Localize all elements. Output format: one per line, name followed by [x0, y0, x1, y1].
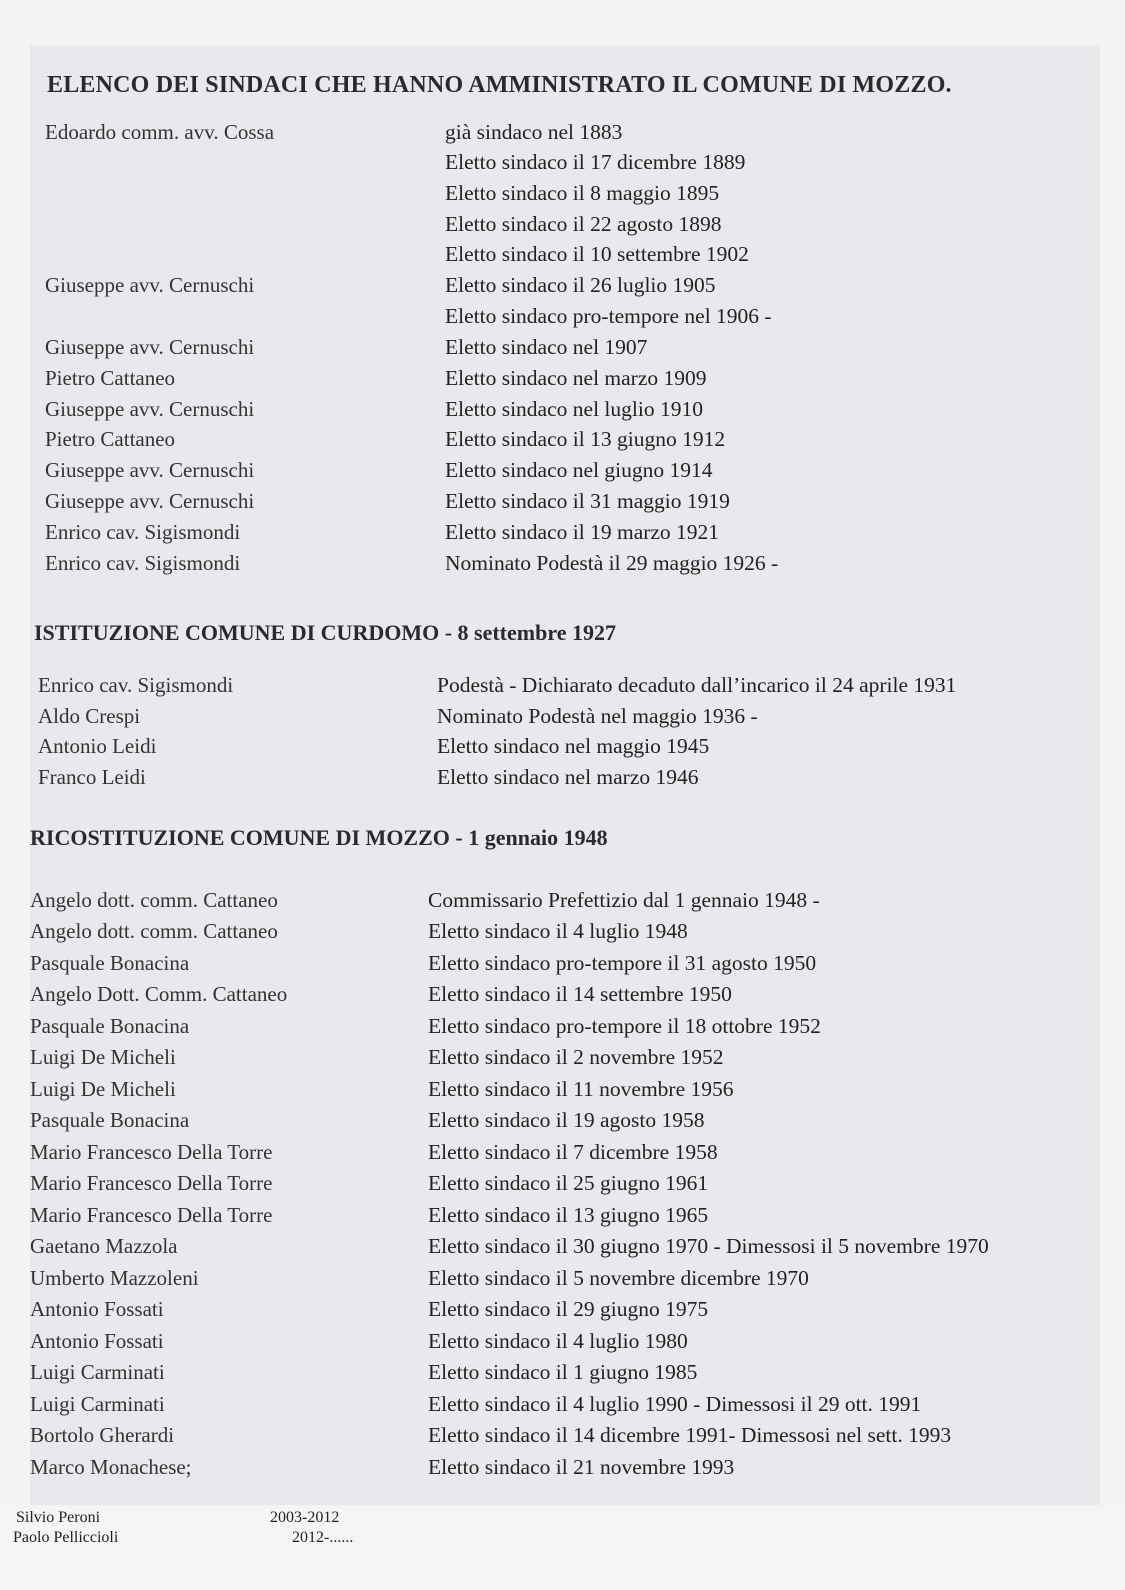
- mayor-row: [0, 397, 1125, 428]
- mayor-name: Franco Leidi: [38, 765, 146, 789]
- mayor-row: [0, 888, 1125, 919]
- mayor-row: [0, 242, 1125, 273]
- mayor-row: [0, 765, 1125, 796]
- mayor-row: [0, 120, 1125, 151]
- mayor-name: Pietro Cattaneo: [45, 366, 176, 390]
- mayor-name: Enrico cav. Sigismondi: [45, 520, 241, 544]
- mayor-name: Bortolo Gherardi: [30, 1423, 175, 1447]
- mayor-row: [0, 551, 1125, 582]
- mayor-name: Angelo dott. comm. Cattaneo: [30, 888, 278, 912]
- mayor-note: Nominato Podestà il 29 maggio 1926 -: [445, 551, 779, 575]
- footer-name: Silvio Peroni: [16, 1509, 101, 1526]
- mayor-note: Eletto sindaco il 2 novembre 1952: [428, 1045, 724, 1069]
- mayor-row: [0, 1014, 1125, 1045]
- mayor-note: Eletto sindaco il 13 giugno 1965: [428, 1203, 709, 1227]
- mayor-note: Eletto sindaco il 17 dicembre 1889: [445, 150, 746, 174]
- mayor-row: [0, 1140, 1125, 1171]
- mayor-row: [0, 1329, 1125, 1360]
- mayor-note: Eletto sindaco il 21 novembre 1993: [428, 1455, 735, 1479]
- mayor-name: Pietro Cattaneo: [45, 427, 176, 451]
- mayor-name: Antonio Fossati: [30, 1329, 164, 1353]
- mayor-name: Pasquale Bonacina: [30, 1108, 190, 1132]
- mayor-note: Eletto sindaco pro-tempore il 18 ottobre 1952: [428, 1014, 821, 1038]
- mayor-name: Aldo Crespi: [38, 704, 141, 728]
- section-heading-mozzo: RICOSTITUZIONE COMUNE DI MOZZO - 1 gennaio 1948: [30, 825, 608, 850]
- footer: [0, 1508, 1125, 1590]
- mayor-row: [0, 1360, 1125, 1391]
- mayor-row: [0, 520, 1125, 551]
- mayor-name: Luigi Carminati: [30, 1360, 165, 1384]
- mayor-row: [0, 982, 1125, 1013]
- footer-name: Paolo Pelliccioli: [13, 1529, 119, 1546]
- footer-period: 2003-2012: [270, 1509, 340, 1526]
- mayor-note: Eletto sindaco il 22 agosto 1898: [445, 212, 722, 236]
- mayor-row: [0, 1234, 1125, 1265]
- mayor-row: [0, 212, 1125, 243]
- mayor-note: Eletto sindaco il 30 giugno 1970 - Dimessosi il 5 novembre 1970: [428, 1234, 989, 1258]
- mayor-name: Angelo dott. comm. Cattaneo: [30, 919, 278, 943]
- mayor-name: Luigi De Micheli: [30, 1077, 176, 1101]
- mayor-row: [0, 1203, 1125, 1234]
- mayor-row: [0, 181, 1125, 212]
- mayor-name: Gaetano Mazzola: [30, 1234, 178, 1258]
- mayor-note: Eletto sindaco il 4 luglio 1990 - Dimessosi il 29 ott. 1991: [428, 1392, 922, 1416]
- mayor-row: [0, 1266, 1125, 1297]
- mayor-name: Pasquale Bonacina: [30, 1014, 190, 1038]
- mayor-note: Nominato Podestà nel maggio 1936 -: [437, 704, 758, 728]
- mayor-row: [0, 1455, 1125, 1486]
- mayor-note: Eletto sindaco il 13 giugno 1912: [445, 427, 726, 451]
- mayor-note: Eletto sindaco il 14 settembre 1950: [428, 982, 732, 1006]
- mayor-note: Eletto sindaco il 4 luglio 1980: [428, 1329, 688, 1353]
- mayor-row: [0, 366, 1125, 397]
- mayor-row: [0, 335, 1125, 366]
- mayor-row: [0, 704, 1125, 735]
- mayor-name: Luigi Carminati: [30, 1392, 165, 1416]
- mayor-note: Eletto sindaco il 11 novembre 1956: [428, 1077, 734, 1101]
- mayor-note: Eletto sindaco pro-tempore nel 1906 -: [445, 304, 772, 328]
- mayor-note: già sindaco nel 1883: [445, 120, 623, 144]
- mayor-note: Podestà - Dichiarato decaduto dall’incarico il 24 aprile 1931: [437, 673, 957, 697]
- mayor-row: [0, 1171, 1125, 1202]
- mayor-row: [0, 951, 1125, 982]
- mayor-row: [0, 1423, 1125, 1454]
- mayor-row: [0, 1077, 1125, 1108]
- mayor-note: Eletto sindaco il 8 maggio 1895: [445, 181, 720, 205]
- mayor-note: Eletto sindaco nel luglio 1910: [445, 397, 703, 421]
- mayor-note: Eletto sindaco pro-tempore il 31 agosto 1950: [428, 951, 817, 975]
- mayor-note: Eletto sindaco il 4 luglio 1948: [428, 919, 688, 943]
- mayor-note: Eletto sindaco nel marzo 1946: [437, 765, 699, 789]
- mayor-row: [0, 1045, 1125, 1076]
- mayor-name: Mario Francesco Della Torre: [30, 1140, 273, 1164]
- mayor-note: Eletto sindaco il 7 dicembre 1958: [428, 1140, 718, 1164]
- mayor-name: Mario Francesco Della Torre: [30, 1203, 273, 1227]
- mayor-note: Eletto sindaco il 19 marzo 1921: [445, 520, 720, 544]
- mayor-row: [0, 150, 1125, 181]
- mayor-note: Eletto sindaco nel maggio 1945: [437, 734, 710, 758]
- mayor-note: Eletto sindaco nel 1907: [445, 335, 648, 359]
- mayor-row: [0, 458, 1125, 489]
- mayor-row: [0, 673, 1125, 704]
- mayor-name: Giuseppe avv. Cernuschi: [45, 397, 255, 421]
- mayor-name: Umberto Mazzoleni: [30, 1266, 199, 1290]
- mayor-note: Eletto sindaco il 10 settembre 1902: [445, 242, 749, 266]
- mayor-name: Angelo Dott. Comm. Cattaneo: [30, 982, 288, 1006]
- mayor-name: Giuseppe avv. Cernuschi: [45, 335, 255, 359]
- mayor-row: [0, 919, 1125, 950]
- mayor-name: Antonio Leidi: [38, 734, 157, 758]
- mayor-row: [0, 1297, 1125, 1328]
- mayor-name: Antonio Fossati: [30, 1297, 164, 1321]
- mayor-row: [0, 427, 1125, 458]
- footer-period: 2012-......: [292, 1529, 354, 1546]
- mayor-name: Enrico cav. Sigismondi: [45, 551, 241, 575]
- mayor-note: Eletto sindaco il 14 dicembre 1991- Dimessosi nel sett. 1993: [428, 1423, 952, 1447]
- mayor-note: Eletto sindaco nel giugno 1914: [445, 458, 713, 482]
- section-heading-curdomo: ISTITUZIONE COMUNE DI CURDOMO - 8 settembre 1927: [34, 620, 616, 645]
- mayor-name: Giuseppe avv. Cernuschi: [45, 273, 255, 297]
- mayor-name: Pasquale Bonacina: [30, 951, 190, 975]
- mayor-note: Eletto sindaco nel marzo 1909: [445, 366, 707, 390]
- mayor-row: [0, 734, 1125, 765]
- mayor-name: Edoardo comm. avv. Cossa: [45, 120, 275, 144]
- mayor-row: [0, 273, 1125, 304]
- mayor-name: Luigi De Micheli: [30, 1045, 176, 1069]
- mayor-note: Eletto sindaco il 26 luglio 1905: [445, 273, 716, 297]
- mayor-name: Enrico cav. Sigismondi: [38, 673, 234, 697]
- mayor-row: [0, 304, 1125, 335]
- mayor-note: Eletto sindaco il 19 agosto 1958: [428, 1108, 705, 1132]
- mayor-name: Marco Monachese;: [30, 1455, 192, 1479]
- mayor-note: Eletto sindaco il 31 maggio 1919: [445, 489, 730, 513]
- mayor-name: Giuseppe avv. Cernuschi: [45, 458, 255, 482]
- page-title: ELENCO DEI SINDACI CHE HANNO AMMINISTRATO IL COMUNE DI MOZZO.: [47, 72, 952, 98]
- mayor-note: Eletto sindaco il 1 giugno 1985: [428, 1360, 698, 1384]
- mayor-note: Eletto sindaco il 25 giugno 1961: [428, 1171, 709, 1195]
- mayor-row: [0, 489, 1125, 520]
- mayor-name: Giuseppe avv. Cernuschi: [45, 489, 255, 513]
- mayor-note: Commissario Prefettizio dal 1 gennaio 1948 -: [428, 888, 820, 912]
- mayor-name: Mario Francesco Della Torre: [30, 1171, 273, 1195]
- mayor-row: [0, 1392, 1125, 1423]
- mayor-note: Eletto sindaco il 29 giugno 1975: [428, 1297, 709, 1321]
- mayor-row: [0, 1108, 1125, 1139]
- mayor-note: Eletto sindaco il 5 novembre dicembre 1970: [428, 1266, 809, 1290]
